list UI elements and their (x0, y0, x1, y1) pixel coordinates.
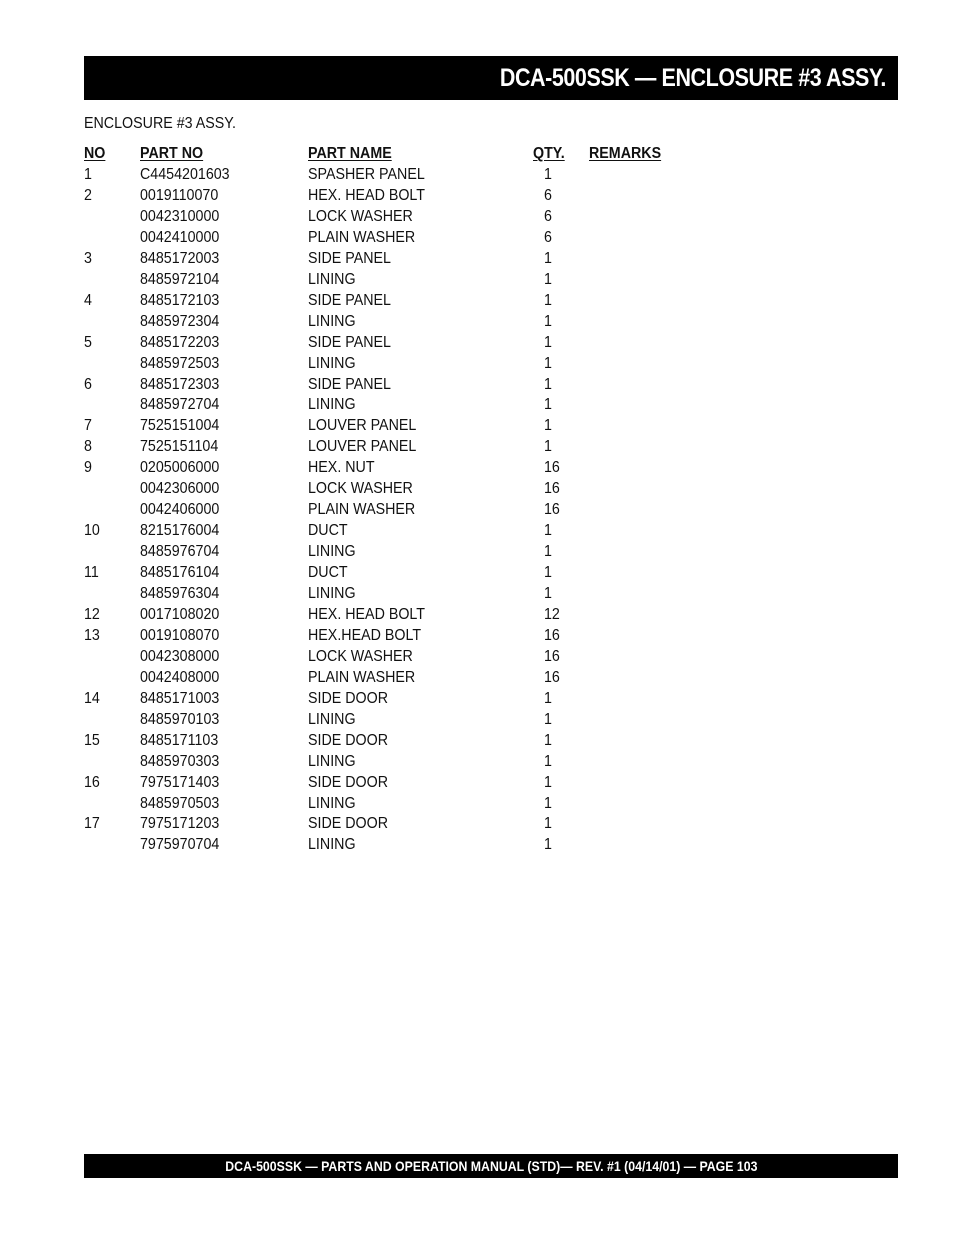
quantity: 16 (544, 459, 560, 477)
table-row (0, 688, 954, 709)
page-title-bar (84, 56, 898, 100)
quantity: 1 (544, 438, 552, 456)
table-row (0, 457, 954, 478)
part-number: 7525151104 (140, 438, 219, 456)
quantity: 1 (544, 291, 552, 309)
part-number: C4454201603 (140, 166, 230, 183)
table-row (0, 353, 954, 374)
part-number: 0019110070 (140, 186, 219, 204)
table-row (0, 730, 954, 751)
part-name: LOUVER PANEL (308, 417, 417, 435)
part-number: 8485972704 (140, 396, 220, 414)
table-row (0, 436, 954, 457)
section-subtitle: ENCLOSURE #3 ASSY. (84, 115, 236, 132)
quantity: 1 (544, 270, 552, 288)
page-footer: DCA-500SSK — PARTS AND OPERATION MANUAL (STD)— REV. #1 (04/14/01) — PAGE 103 (224, 1158, 758, 1174)
part-number: 7525151004 (140, 417, 220, 435)
quantity: 1 (544, 375, 552, 393)
table-row (0, 751, 954, 772)
quantity: 6 (544, 207, 552, 225)
part-number: 0042306000 (140, 480, 220, 498)
table-row (0, 248, 954, 269)
part-name: LINING (308, 396, 356, 414)
quantity: 1 (544, 354, 552, 372)
part-name: LINING (308, 794, 356, 812)
part-number: 8485970303 (140, 752, 220, 770)
part-number: 7975171403 (140, 773, 220, 791)
part-number: 0017108020 (140, 605, 220, 623)
column-header-no: NO (84, 145, 106, 162)
part-number: 8485976704 (140, 543, 220, 561)
quantity: 16 (544, 626, 560, 644)
part-name: SPASHER PANEL (308, 166, 425, 183)
part-name: SIDE DOOR (308, 773, 389, 791)
item-number: 17 (84, 815, 100, 833)
item-number: 3 (84, 249, 92, 267)
part-number: 8485172103 (140, 291, 220, 309)
part-name: SIDE PANEL (308, 375, 391, 393)
part-number: 0205006000 (140, 459, 220, 477)
table-row (0, 311, 954, 332)
quantity: 1 (544, 689, 552, 707)
table-row (0, 834, 954, 855)
table-row (0, 227, 954, 248)
table-row (0, 562, 954, 583)
part-number: 7975171203 (140, 815, 220, 833)
part-number: 8485171003 (140, 689, 220, 707)
item-number: 4 (84, 291, 92, 309)
part-number: 0042310000 (140, 207, 220, 225)
item-number: 6 (84, 375, 92, 393)
table-row (0, 541, 954, 562)
item-number: 15 (84, 731, 100, 749)
item-number: 7 (84, 417, 92, 435)
item-number: 1 (84, 166, 92, 183)
table-row (0, 646, 954, 667)
table-row (0, 185, 954, 206)
table-row (0, 709, 954, 730)
part-number: 8485972304 (140, 312, 220, 330)
quantity: 1 (544, 396, 552, 414)
part-name: LINING (308, 270, 356, 288)
quantity: 1 (544, 166, 552, 183)
item-number: 11 (84, 564, 99, 582)
quantity: 16 (544, 647, 560, 665)
part-number: 8485172203 (140, 333, 220, 351)
part-name: LOCK WASHER (308, 207, 413, 225)
quantity: 1 (544, 815, 552, 833)
part-name: DUCT (308, 522, 348, 540)
table-row (0, 583, 954, 604)
table-row (0, 332, 954, 353)
part-number: 8485970103 (140, 710, 220, 728)
quantity: 1 (544, 710, 552, 728)
part-name: HEX. HEAD BOLT (308, 605, 426, 623)
table-row (0, 164, 954, 185)
part-name: LINING (308, 710, 356, 728)
part-name: LOCK WASHER (308, 480, 413, 498)
part-name: HEX. HEAD BOLT (308, 186, 426, 204)
table-row (0, 520, 954, 541)
part-name: SIDE DOOR (308, 731, 389, 749)
part-number: 8485176104 (140, 564, 220, 582)
part-name: LINING (308, 354, 356, 372)
table-row (0, 206, 954, 227)
item-number: 5 (84, 333, 92, 351)
parts-table-header (0, 143, 954, 164)
item-number: 13 (84, 626, 100, 644)
column-header-part-no: PART NO (140, 145, 204, 162)
item-number: 8 (84, 438, 92, 456)
part-number: 0042410000 (140, 228, 220, 246)
column-header-remarks: REMARKS (589, 145, 662, 162)
part-number: 8215176004 (140, 522, 220, 540)
item-number: 2 (84, 186, 92, 204)
quantity: 1 (544, 773, 552, 791)
table-row (0, 499, 954, 520)
part-number: 8485172003 (140, 249, 220, 267)
part-name: PLAIN WASHER (308, 668, 416, 686)
part-name: SIDE DOOR (308, 815, 389, 833)
quantity: 1 (544, 543, 552, 561)
part-name: LINING (308, 585, 356, 602)
quantity: 6 (544, 186, 552, 204)
table-row (0, 374, 954, 395)
table-row (0, 415, 954, 436)
part-number: 8485972503 (140, 354, 220, 372)
part-name: LINING (308, 752, 356, 770)
part-number: 8485976304 (140, 585, 220, 602)
quantity: 6 (544, 228, 552, 246)
part-name: SIDE PANEL (308, 291, 391, 309)
part-number: 8485171103 (140, 731, 219, 749)
part-name: LINING (308, 836, 356, 854)
quantity: 1 (544, 312, 552, 330)
table-row (0, 604, 954, 625)
table-row (0, 772, 954, 793)
part-number: 8485172303 (140, 375, 220, 393)
item-number: 10 (84, 522, 100, 540)
table-row (0, 667, 954, 688)
part-name: SIDE PANEL (308, 249, 391, 267)
quantity: 1 (544, 836, 552, 854)
column-header-qty: QTY. (533, 145, 565, 162)
item-number: 14 (84, 689, 100, 707)
quantity: 1 (544, 794, 552, 812)
quantity: 1 (544, 731, 552, 749)
part-number: 0042406000 (140, 501, 220, 519)
item-number: 9 (84, 459, 92, 477)
table-row (0, 290, 954, 311)
page-footer-bar (84, 1154, 898, 1178)
quantity: 1 (544, 522, 552, 540)
page-title: DCA-500SSK — ENCLOSURE #3 ASSY. (499, 63, 886, 92)
part-number: 0019108070 (140, 626, 220, 644)
part-name: LINING (308, 543, 356, 561)
part-name: PLAIN WASHER (308, 228, 416, 246)
quantity: 16 (544, 668, 560, 686)
quantity: 1 (544, 333, 552, 351)
quantity: 16 (544, 501, 560, 519)
table-row (0, 478, 954, 499)
part-number: 0042308000 (140, 647, 220, 665)
part-name: LOCK WASHER (308, 647, 413, 665)
table-row (0, 625, 954, 646)
part-name: LOUVER PANEL (308, 438, 417, 456)
table-row (0, 394, 954, 415)
part-name: HEX. NUT (308, 459, 375, 477)
item-number: 12 (84, 605, 100, 623)
part-number: 8485970503 (140, 794, 220, 812)
quantity: 1 (544, 585, 552, 602)
quantity: 1 (544, 249, 552, 267)
part-name: SIDE PANEL (308, 333, 391, 351)
table-row (0, 813, 954, 834)
part-number: 0042408000 (140, 668, 220, 686)
table-row (0, 269, 954, 290)
quantity: 12 (544, 605, 560, 623)
column-header-part-name: PART NAME (308, 145, 392, 162)
table-row (0, 793, 954, 814)
part-name: PLAIN WASHER (308, 501, 416, 519)
quantity: 16 (544, 480, 560, 498)
part-name: HEX.HEAD BOLT (308, 626, 422, 644)
item-number: 16 (84, 773, 100, 791)
part-number: 8485972104 (140, 270, 220, 288)
part-name: LINING (308, 312, 356, 330)
part-name: SIDE DOOR (308, 689, 389, 707)
part-name: DUCT (308, 564, 348, 582)
quantity: 1 (544, 564, 552, 582)
quantity: 1 (544, 417, 552, 435)
quantity: 1 (544, 752, 552, 770)
part-number: 7975970704 (140, 836, 220, 854)
